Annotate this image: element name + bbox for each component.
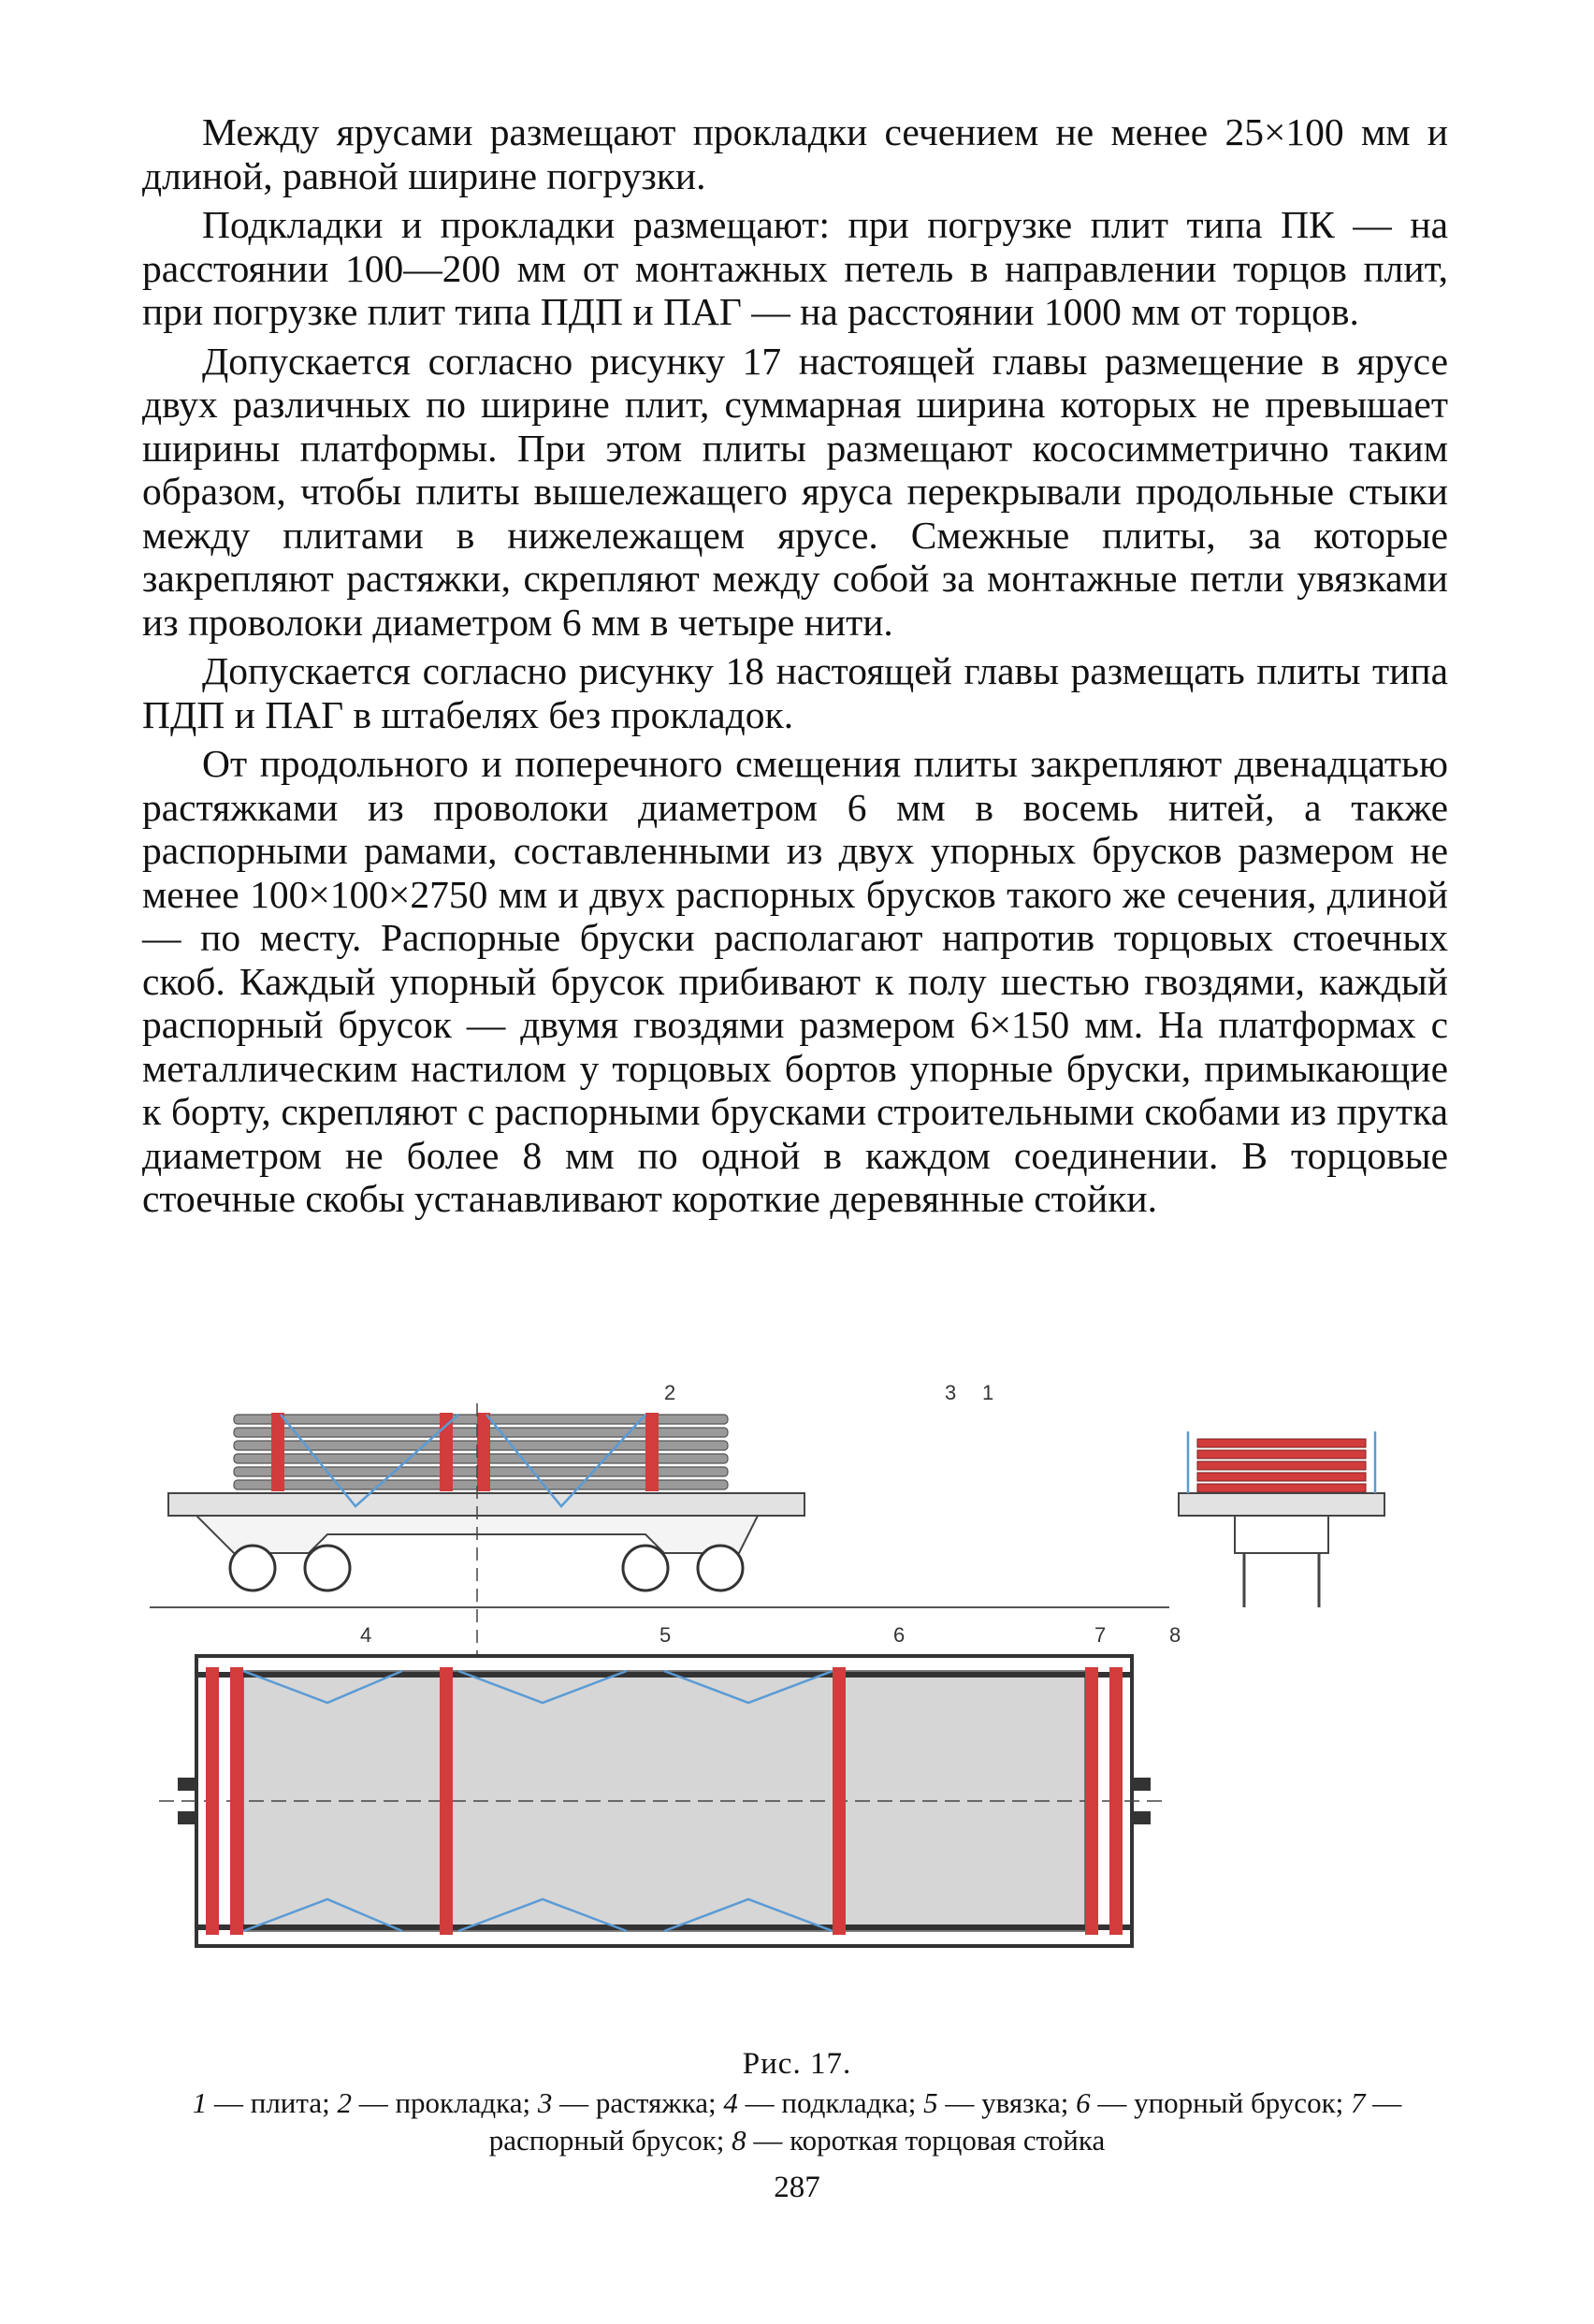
legend-num-3: 3	[537, 2086, 553, 2119]
legend-num-7: 7	[1351, 2086, 1366, 2119]
loading-scheme-drawing	[140, 1385, 1450, 1983]
legend-num-5: 5	[923, 2086, 938, 2119]
paragraph-4: Допускается согласно рисунку 18 настоящей главы размещать плиты типа ПДП и ПАГ в штабелях без прокладок.	[142, 649, 1448, 736]
legend-text-4: — подкладка;	[737, 2086, 924, 2119]
legend-num-8: 8	[732, 2124, 746, 2157]
paragraph-1: Между ярусами размещают прокладки сечением не менее 25×100 мм и длиной, равной ширине погрузки.	[142, 110, 1448, 197]
paragraph-5: От продольного и поперечного смещения плиты закрепляют двенадцатью растяжками из проволоки диаметром 6 мм в восемь нитей, а также распорными рамами, составленными из двух упорных брусков размером не менее 100×100×2750 мм и двух распорных брусков такого же сечения, длиной — по месту. Распорные бруски располагают напротив торцовых стоечных скоб. Каждый упорный брусок прибивают к полу шестью гвоздями, каждый распорный брусок — двумя гвоздями размером 6×150 мм. На платформах с металлическим настилом у торцовых бортов упорные бруски, примыкающие к борту, скрепляют с распорными брусками строительными скобами из прутка диаметром не более 8 мм по одной в каждом соединении. В торцовые стоечные скобы устанавливают короткие деревянные стойки.	[142, 742, 1448, 1220]
page-number: 287	[774, 2171, 820, 2204]
label-1: 1	[982, 1385, 994, 1404]
label-2: 2	[664, 1385, 676, 1404]
body-text	[142, 110, 1448, 1227]
legend-text-7: — распорный брусок;	[488, 2086, 1402, 2157]
legend-text-8: — короткая торцовая стойка	[746, 2124, 1106, 2157]
figure-17	[140, 1385, 1450, 1983]
legend-num-2: 2	[337, 2086, 352, 2119]
label-7: 7	[1094, 1623, 1107, 1647]
platform-deck	[168, 1493, 804, 1516]
legend-num-1: 1	[192, 2086, 208, 2119]
end-view	[1179, 1431, 1384, 1607]
legend-text-2: — прокладка;	[351, 2086, 538, 2119]
plan-view	[159, 1656, 1169, 1946]
paragraph-3: Допускается согласно рисунку 17 настоящей главы размещение в ярусе двух различных по ширине плит, суммарная ширина которых не превышает ширины платформы. При этом плиты размещают кососимметрично таким образом, чтобы плиты вышележащего яруса перекрывали продольные стыки между плитами в нижележащем ярусе. Смежные плиты, за которые закрепляют растяжки, скрепляют между собой за монтажные петли увязками из проволоки диаметром 6 мм в четыре нити.	[142, 339, 1448, 644]
label-3: 3	[945, 1385, 957, 1404]
label-5: 5	[659, 1623, 672, 1647]
legend-text-6: — упорный брусок;	[1090, 2086, 1351, 2119]
legend-num-6: 6	[1076, 2086, 1091, 2119]
label-6: 6	[893, 1623, 906, 1647]
figure-caption	[150, 2084, 1444, 2159]
label-8: 8	[1169, 1623, 1181, 1647]
figure-number: Рис. 17.	[742, 2047, 852, 2081]
legend-num-4: 4	[723, 2086, 738, 2119]
label-4: 4	[360, 1623, 372, 1647]
legend-text-5: — увязка;	[937, 2086, 1077, 2119]
legend-text-1: — плита;	[207, 2086, 338, 2119]
legend-text-3: — растяжка;	[552, 2086, 724, 2119]
paragraph-2: Подкладки и прокладки размещают: при погрузке плит типа ПК — на расстоянии 100—200 мм от монтажных петель в направлении торцов плит, при погрузке плит типа ПДП и ПАГ — на расстоянии 1000 мм от торцов.	[142, 203, 1448, 333]
